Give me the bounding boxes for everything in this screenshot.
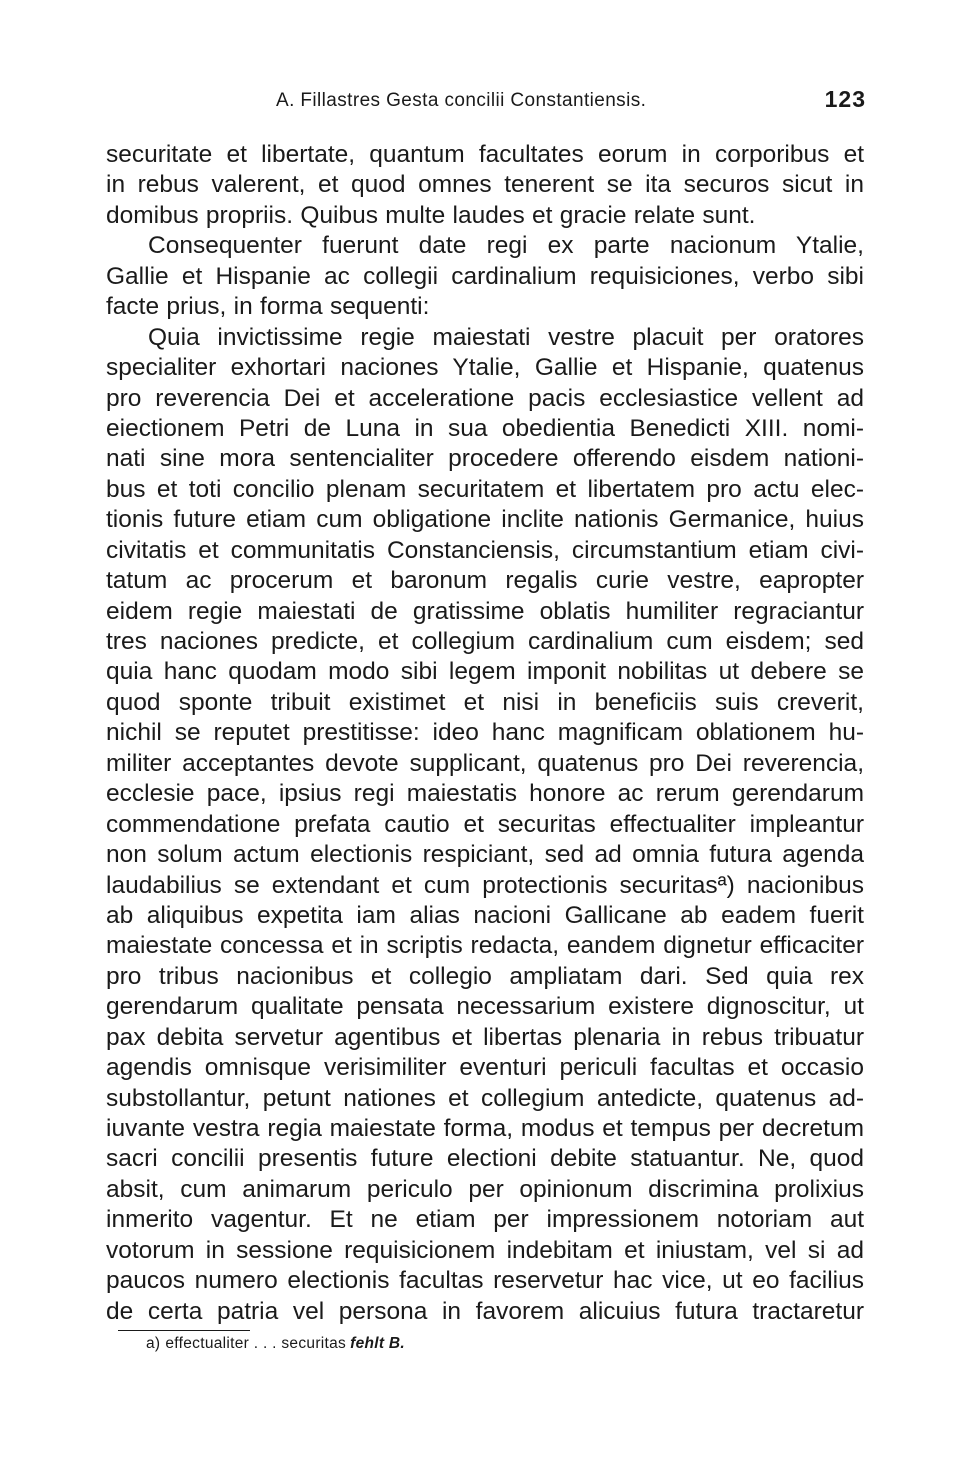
text-line: facte prius, in forma sequenti: [106,293,430,321]
body-text [106,140,864,1327]
paragraph-start-line: Consequenter fuerunt date regi ex parte nacionum Ytalie, [148,232,864,260]
text-line: non solum actum electionis respiciant, sed ad omnia futura agenda [106,841,864,869]
text-line: eiectionem Petri de Luna in sua obedientia Benedicti XIII. nomi- [106,414,864,442]
text-line: de certa patria vel persona in favorem alicuius futura tractaretur [106,1297,864,1325]
running-head [276,86,866,118]
text-line: eidem regie maiestati de gratissime oblatis humiliter regraciantur [106,597,864,625]
text-line: paucos numero electionis facultas reservetur hac vice, ut eo facilius [106,1267,864,1295]
text-line: votorum in sessione requisicionem indebitam et iniustam, vel si ad [106,1236,864,1264]
text-line: Gallie et Hispanie ac collegii cardinalium requisiciones, verbo sibi [106,262,864,290]
text-line: quia hanc quodam modo sibi legem imponit nobilitas ut debere se [106,658,864,686]
paragraph-start-line: Quia invictissime regie maiestati vestre placuit per oratores [148,323,864,351]
text-line: quod sponte tribuit existimet et nisi in beneficiis suis creverit, [106,688,864,716]
page-number: 123 [824,86,866,112]
text-line: sacri concilii presentis future electioni debite statuantur. Ne, quod [106,1145,864,1173]
text-line: nichil se reputet prestitisse: ideo hanc magnificam oblationem hu- [106,719,864,747]
text-line: pro tribus nacionibus et collegio ampliatam dari. Sed quia rex [106,962,864,990]
footnote [146,1335,405,1353]
text-line: pro reverencia Dei et acceleratione pacis ecclesiastice vellent ad [106,384,864,412]
text-line: militer acceptantes devote supplicant, quatenus pro Dei reverencia, [106,749,864,777]
running-title: A. Fillastres Gesta concilii Constantiensis. [276,90,647,111]
footnote-note: fehlt B. [350,1335,406,1352]
text-line: tionis future etiam cum obligatione inclite nationis Germanice, huius [106,506,864,534]
text-line: absit, cum animarum periculo per opinionum discrimina prolixius [106,1175,864,1203]
text-line: substollantur, petunt nationes et collegium antedicte, quatenus ad- [106,1084,864,1112]
text-line: maiestate concessa et in scriptis redacta, eandem dignetur efficaciter [106,932,864,960]
text-line: laudabilius se extendant et cum protectionis securitasª) nacionibus [106,871,864,899]
text-line: commendatione prefata cautio et securitas effectualiter impleantur [106,810,864,838]
text-line: securitate et libertate, quantum facultates eorum in corporibus et [106,141,864,168]
text-line: gerendarum qualitate pensata necessarium existere dignoscitur, ut [106,993,864,1021]
text-line: pax debita servetur agentibus et libertas plenaria in rebus tribuatur [106,1023,864,1051]
footnote-mark: a) [146,1335,161,1352]
text-line: tres naciones predicte, et collegium cardinalium cum eisdem; sed [106,628,864,655]
text-line: agendis omnisque verisimiliter eventuri periculi facultas et occasio [106,1054,864,1082]
text-line: bus et toti concilio plenam securitatem et libertatem pro actu elec- [106,475,864,503]
footnote-divider [118,1330,250,1331]
text-line: inmerito vagentur. Et ne etiam per impressionem notoriam aut [106,1206,864,1234]
text-line: ab aliquibus expetita iam alias nacioni Gallicane ab eadem fuerit [106,901,864,929]
text-line: civitatis et communitatis Constanciensis, circumstantium etiam civi- [106,536,864,564]
text-line: nati sine mora sentencialiter procedere offerendo eisdem nationi- [106,445,864,473]
footnote-text: effectualiter . . . securitas [165,1335,347,1352]
text-line: domibus propriis. Quibus multe laudes et gracie relate sunt. [106,201,756,229]
text-line: iuvante vestra regia maiestate forma, modus et tempus per decretum [106,1115,864,1142]
text-line: ecclesie pace, ipsius regi maiestatis honore ac rerum gerendarum [106,780,864,808]
text-line: specialiter exhortari naciones Ytalie, Gallie et Hispanie, quatenus [106,354,864,382]
text-line: in rebus valerent, et quod omnes tenerent se ita securos sicut in [106,171,864,199]
text-line: tatum ac procerum et baronum regalis curie vestre, eapropter [106,567,864,595]
